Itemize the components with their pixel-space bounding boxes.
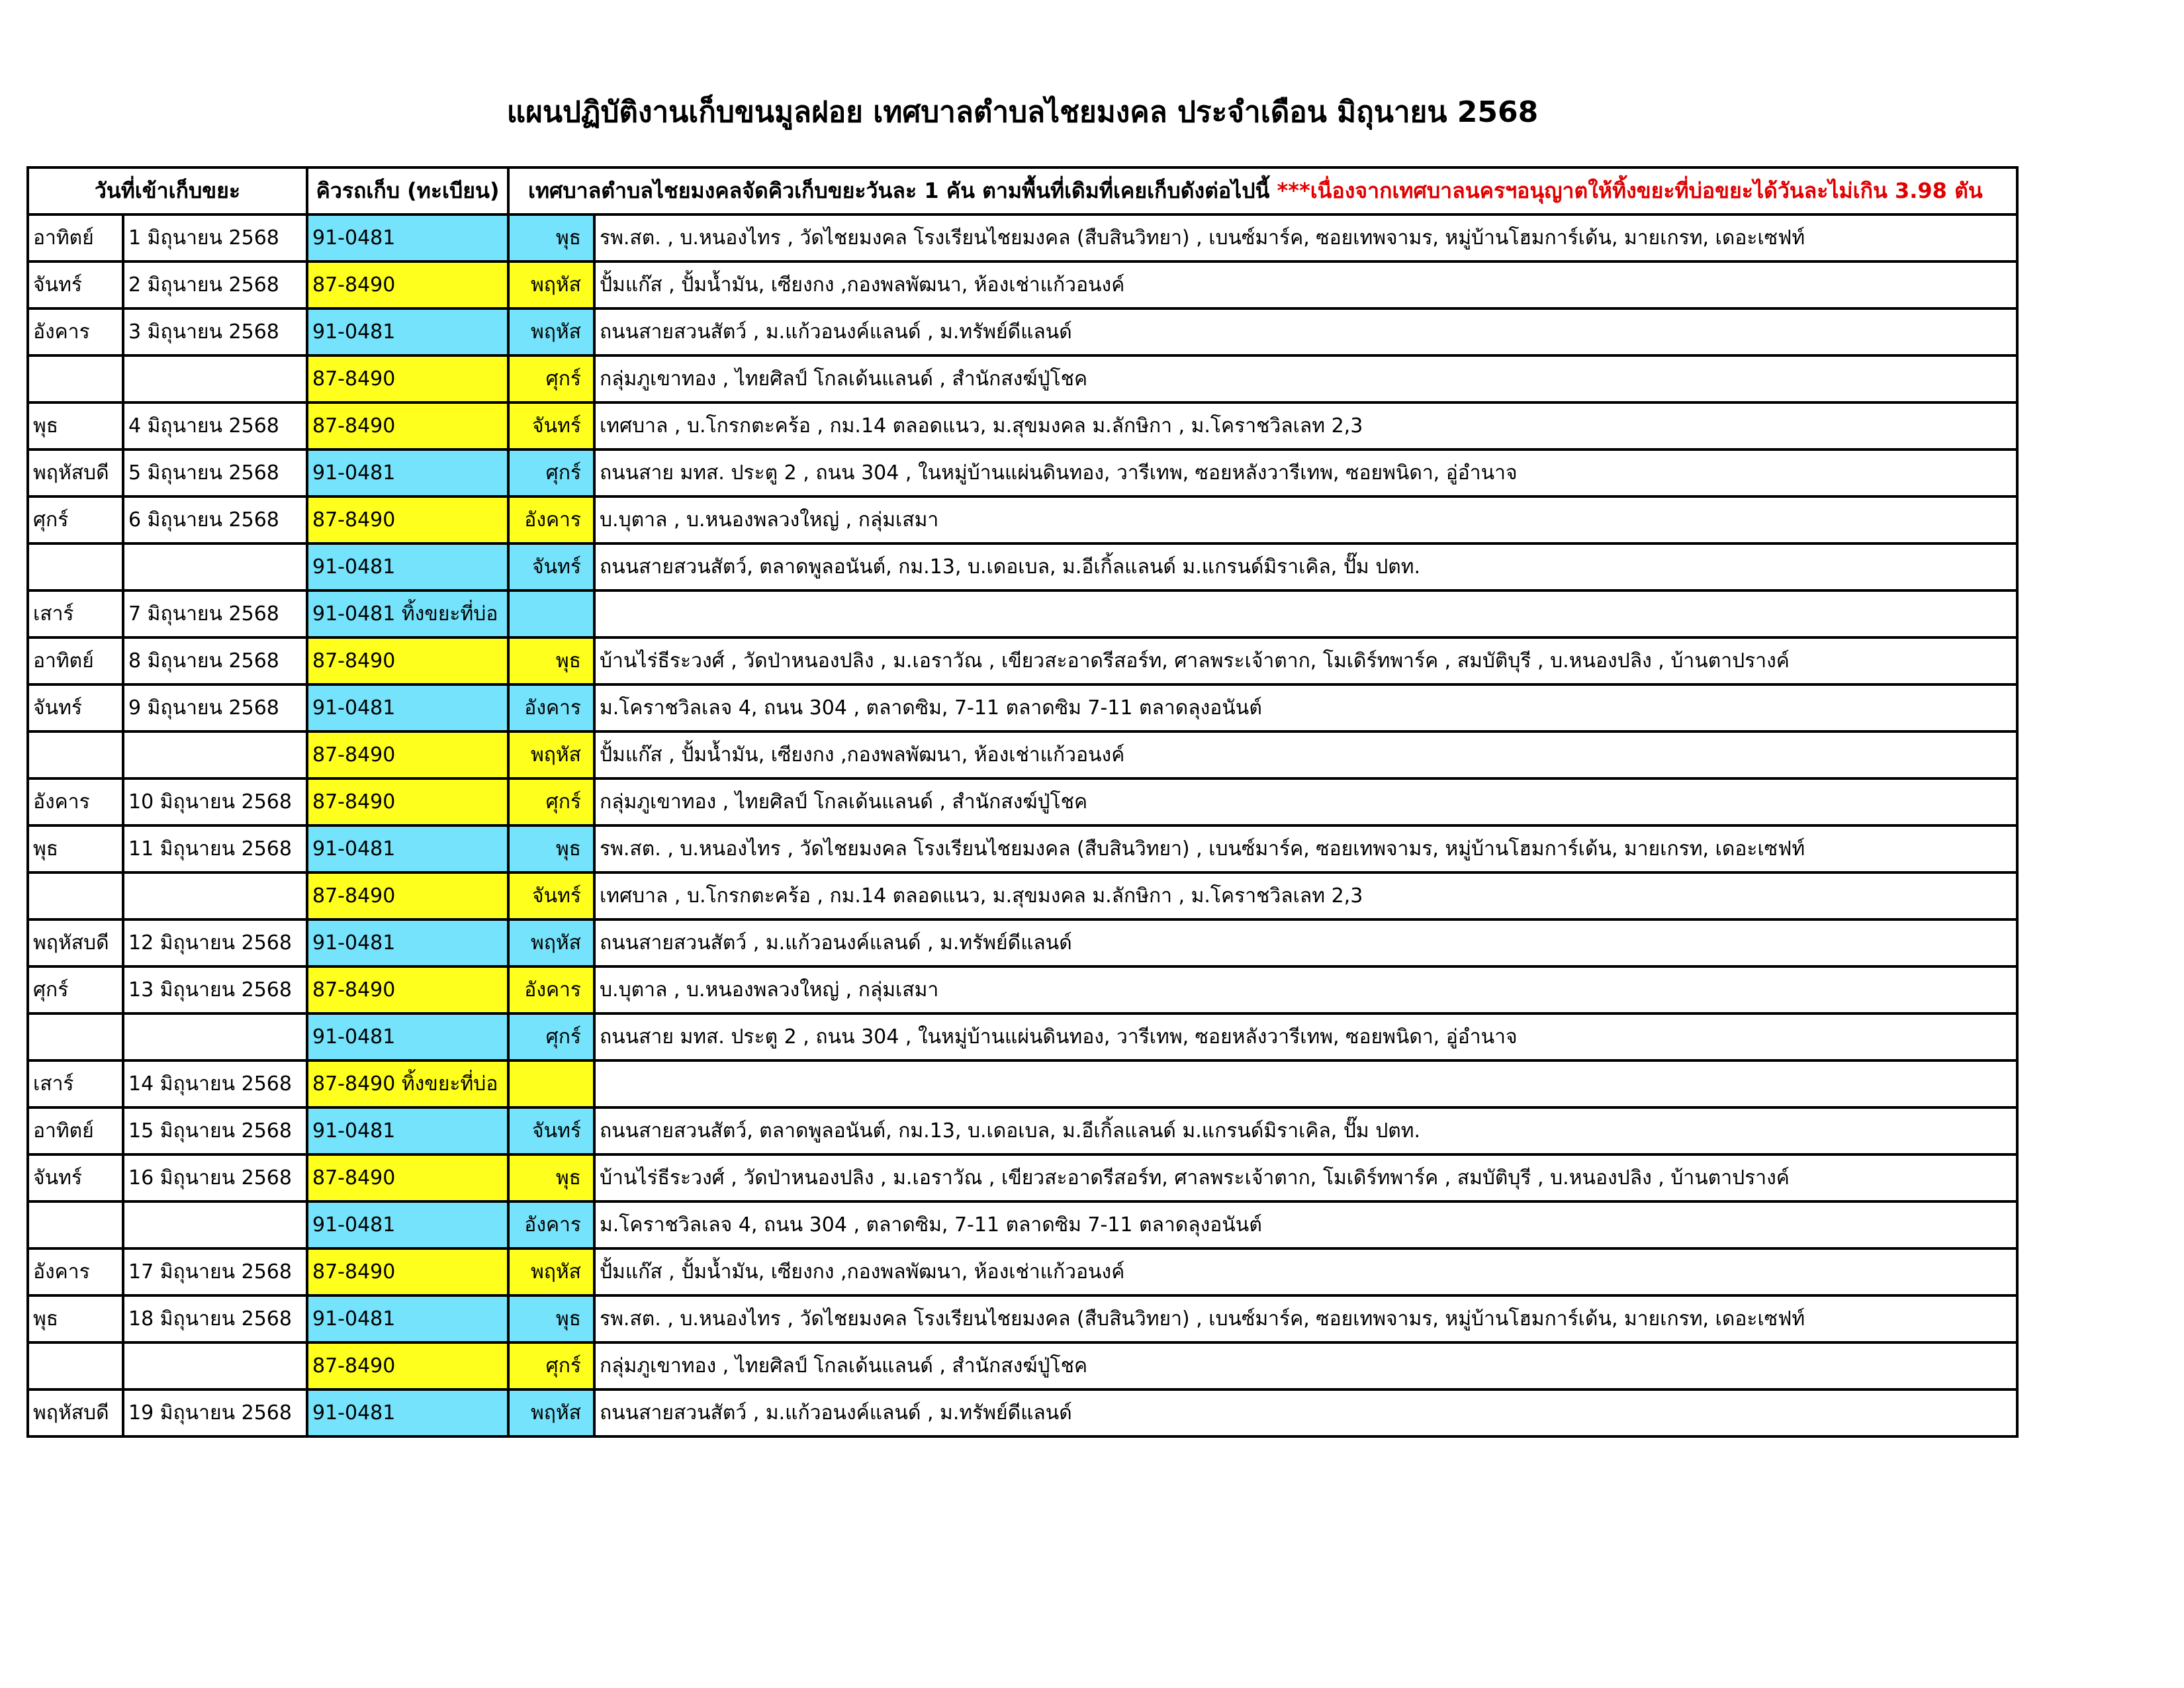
date-cell: 12 มิถุนายน 2568 [123, 919, 307, 966]
area-cell: ถนนสาย มทส. ประตู 2 , ถนน 304 , ในหมู่บ้านแผ่นดินทอง, วารีเทพ, ซอยหลังวารีเทพ, ซอยพนิดา, อู่อำนาจ [594, 1013, 2017, 1060]
area-cell: ถนนสายสวนสัตว์ , ม.แก้วอนงค์แลนด์ , ม.ทรัพย์ดีแลนด์ [594, 919, 2017, 966]
area-cell: รพ.สต. , บ.หนองไทร , วัดไชยมงคล โรงเรียนไชยมงคล (สืบสินวิทยา) , เบนซ์มาร์ค, ซอยเทพจามร, หมู่บ้านโฮมการ์เด้น, มายเกรท, เดอะเซฟท์ [594, 214, 2017, 261]
weekday-cell: เสาร์ [28, 1060, 123, 1107]
date-cell: 6 มิถุนายน 2568 [123, 496, 307, 543]
truck-cell: 87-8490 [307, 355, 508, 402]
day-cell: พุธ [508, 1295, 594, 1342]
date-cell [123, 543, 307, 590]
day-cell [508, 590, 594, 637]
table-row [28, 1342, 2017, 1389]
truck-cell: 87-8490 [307, 731, 508, 778]
truck-cell: 91-0481 [307, 308, 508, 355]
weekday-cell: อาทิตย์ [28, 637, 123, 684]
day-cell: พฤหัส [508, 1248, 594, 1295]
area-cell [594, 590, 2017, 637]
date-cell: 19 มิถุนายน 2568 [123, 1389, 307, 1436]
table-row [28, 496, 2017, 543]
truck-cell: 91-0481 [307, 1107, 508, 1154]
area-cell: บ้านไร่ธีระวงศ์ , วัดป่าหนองปลิง , ม.เอราวัณ , เขียวสะอาดรีสอร์ท, ศาลพระเจ้าตาก, โมเดิร์ทพาร์ค , สมบัติบุรี , บ.หนองปลิง , บ้านตาปรางค์ [594, 1154, 2017, 1201]
date-cell [123, 1201, 307, 1248]
date-cell: 3 มิถุนายน 2568 [123, 308, 307, 355]
date-cell: 5 มิถุนายน 2568 [123, 449, 307, 496]
schedule-table [26, 166, 2019, 1438]
weekday-cell: อังคาร [28, 778, 123, 825]
weekday-cell [28, 1342, 123, 1389]
area-cell: บ.บุตาล , บ.หนองพลวงใหญ่ , กลุ่มเสมา [594, 496, 2017, 543]
weekday-cell: อาทิตย์ [28, 1107, 123, 1154]
date-cell: 8 มิถุนายน 2568 [123, 637, 307, 684]
table-row [28, 1107, 2017, 1154]
day-cell: จันทร์ [508, 1107, 594, 1154]
area-cell: เทศบาล , บ.โกรกตะคร้อ , กม.14 ตลอดแนว, ม.สุขมงคล ม.ลักษิกา , ม.โคราชวิลเลท 2,3 [594, 872, 2017, 919]
weekday-cell: อังคาร [28, 308, 123, 355]
date-cell [123, 872, 307, 919]
date-cell: 13 มิถุนายน 2568 [123, 966, 307, 1013]
table-row [28, 1389, 2017, 1436]
area-cell: ม.โคราชวิลเลจ 4, ถนน 304 , ตลาดซิม, 7-11 ตลาดซิม 7-11 ตลาดลุงอนันต์ [594, 684, 2017, 731]
weekday-cell [28, 1013, 123, 1060]
area-cell: ม.โคราชวิลเลจ 4, ถนน 304 , ตลาดซิม, 7-11 ตลาดซิม 7-11 ตลาดลุงอนันต์ [594, 1201, 2017, 1248]
area-cell: บ.บุตาล , บ.หนองพลวงใหญ่ , กลุ่มเสมา [594, 966, 2017, 1013]
area-cell: บ้านไร่ธีระวงศ์ , วัดป่าหนองปลิง , ม.เอราวัณ , เขียวสะอาดรีสอร์ท, ศาลพระเจ้าตาก, โมเดิร์ทพาร์ค , สมบัติบุรี , บ.หนองปลิง , บ้านตาปรางค์ [594, 637, 2017, 684]
area-cell: ปั้มแก๊ส , ปั้มน้ำมัน, เซียงกง ,กองพลพัฒนา, ห้องเช่าแก้วอนงค์ [594, 731, 2017, 778]
table-row [28, 402, 2017, 449]
day-cell: พุธ [508, 637, 594, 684]
header-truck: คิวรถเก็บ (ทะเบียน) [307, 167, 508, 214]
weekday-cell: จันทร์ [28, 684, 123, 731]
date-cell [123, 1342, 307, 1389]
weekday-cell [28, 1201, 123, 1248]
day-cell: พฤหัส [508, 1389, 594, 1436]
table-row [28, 684, 2017, 731]
day-cell: ศุกร์ [508, 778, 594, 825]
date-cell: 9 มิถุนายน 2568 [123, 684, 307, 731]
truck-cell: 87-8490 [307, 1248, 508, 1295]
table-row [28, 731, 2017, 778]
date-cell: 1 มิถุนายน 2568 [123, 214, 307, 261]
day-cell: พฤหัส [508, 308, 594, 355]
weekday-cell [28, 355, 123, 402]
weekday-cell [28, 731, 123, 778]
table-header-row [28, 167, 2017, 214]
table-row [28, 449, 2017, 496]
date-cell: 15 มิถุนายน 2568 [123, 1107, 307, 1154]
truck-cell: 91-0481 [307, 1295, 508, 1342]
date-cell: 4 มิถุนายน 2568 [123, 402, 307, 449]
weekday-cell [28, 872, 123, 919]
date-cell [123, 1013, 307, 1060]
weekday-cell: จันทร์ [28, 261, 123, 308]
table-row [28, 308, 2017, 355]
truck-cell: 91-0481 [307, 1013, 508, 1060]
area-cell: รพ.สต. , บ.หนองไทร , วัดไชยมงคล โรงเรียนไชยมงคล (สืบสินวิทยา) , เบนซ์มาร์ค, ซอยเทพจามร, หมู่บ้านโฮมการ์เด้น, มายเกรท, เดอะเซฟท์ [594, 825, 2017, 872]
weekday-cell: พฤหัสบดี [28, 449, 123, 496]
day-cell: พฤหัส [508, 919, 594, 966]
truck-cell: 91-0481 [307, 919, 508, 966]
day-cell: พฤหัส [508, 261, 594, 308]
date-cell: 16 มิถุนายน 2568 [123, 1154, 307, 1201]
date-cell: 2 มิถุนายน 2568 [123, 261, 307, 308]
truck-cell: 91-0481 [307, 449, 508, 496]
table-row [28, 214, 2017, 261]
date-cell: 11 มิถุนายน 2568 [123, 825, 307, 872]
truck-cell: 87-8490 [307, 402, 508, 449]
weekday-cell: พุธ [28, 1295, 123, 1342]
date-cell [123, 731, 307, 778]
table-row [28, 1060, 2017, 1107]
day-cell: ศุกร์ [508, 449, 594, 496]
truck-cell: 87-8490 [307, 637, 508, 684]
table-row [28, 966, 2017, 1013]
weekday-cell: พุธ [28, 825, 123, 872]
schedule-table-body [28, 167, 2017, 1436]
area-cell: ถนนสายสวนสัตว์ , ม.แก้วอนงค์แลนด์ , ม.ทรัพย์ดีแลนด์ [594, 308, 2017, 355]
area-cell: ถนนสายสวนสัตว์ , ม.แก้วอนงค์แลนด์ , ม.ทรัพย์ดีแลนด์ [594, 1389, 2017, 1436]
area-cell: กลุ่มภูเขาทอง , ไทยศิลป์ โกลเด้นแลนด์ , สำนักสงฆ์ปู่โชค [594, 355, 2017, 402]
area-cell: เทศบาล , บ.โกรกตะคร้อ , กม.14 ตลอดแนว, ม.สุขมงคล ม.ลักษิกา , ม.โคราชวิลเลท 2,3 [594, 402, 2017, 449]
area-cell: ถนนสายสวนสัตว์, ตลาดพูลอนันต์, กม.13, บ.เดอเบล, ม.อีเกิ้ลแลนด์ ม.แกรนด์มิราเคิล, ปั๊ม ปตท. [594, 543, 2017, 590]
weekday-cell: ศุกร์ [28, 966, 123, 1013]
truck-cell: 91-0481 [307, 1201, 508, 1248]
day-cell [508, 1060, 594, 1107]
truck-cell: 87-8490 [307, 261, 508, 308]
weekday-cell: อาทิตย์ [28, 214, 123, 261]
truck-cell: 91-0481 ทิ้งขยะที่บ่อ [307, 590, 508, 637]
truck-cell: 87-8490 [307, 778, 508, 825]
day-cell: พุธ [508, 214, 594, 261]
weekday-cell: เสาร์ [28, 590, 123, 637]
truck-cell: 87-8490 [307, 872, 508, 919]
area-cell: รพ.สต. , บ.หนองไทร , วัดไชยมงคล โรงเรียนไชยมงคล (สืบสินวิทยา) , เบนซ์มาร์ค, ซอยเทพจามร, หมู่บ้านโฮมการ์เด้น, มายเกรท, เดอะเซฟท์ [594, 1295, 2017, 1342]
day-cell: ศุกร์ [508, 1013, 594, 1060]
day-cell: ศุกร์ [508, 1342, 594, 1389]
weekday-cell: พฤหัสบดี [28, 919, 123, 966]
area-cell [594, 1060, 2017, 1107]
header-description [508, 167, 2017, 214]
day-cell: อังคาร [508, 966, 594, 1013]
area-cell: กลุ่มภูเขาทอง , ไทยศิลป์ โกลเด้นแลนด์ , สำนักสงฆ์ปู่โชค [594, 1342, 2017, 1389]
table-row [28, 872, 2017, 919]
date-cell: 10 มิถุนายน 2568 [123, 778, 307, 825]
day-cell: อังคาร [508, 496, 594, 543]
area-cell: ถนนสายสวนสัตว์, ตลาดพูลอนันต์, กม.13, บ.เดอเบล, ม.อีเกิ้ลแลนด์ ม.แกรนด์มิราเคิล, ปั๊ม ปตท. [594, 1107, 2017, 1154]
table-row [28, 543, 2017, 590]
day-cell: อังคาร [508, 684, 594, 731]
truck-cell: 91-0481 [307, 214, 508, 261]
day-cell: อังคาร [508, 1201, 594, 1248]
table-row [28, 778, 2017, 825]
weekday-cell: จันทร์ [28, 1154, 123, 1201]
truck-cell: 91-0481 [307, 825, 508, 872]
table-row [28, 825, 2017, 872]
day-cell: จันทร์ [508, 402, 594, 449]
table-row [28, 261, 2017, 308]
truck-cell: 91-0481 [307, 1389, 508, 1436]
truck-cell: 91-0481 [307, 684, 508, 731]
header-description-note: ***เนื่องจากเทศบาลนครฯอนุญาตให้ทิ้งขยะที่บ่อขยะได้วันละไม่เกิน 3.98 ตัน [1277, 178, 1983, 203]
day-cell: พุธ [508, 1154, 594, 1201]
weekday-cell [28, 543, 123, 590]
truck-cell: 87-8490 [307, 1154, 508, 1201]
truck-cell: 87-8490 [307, 966, 508, 1013]
table-row [28, 590, 2017, 637]
date-cell: 14 มิถุนายน 2568 [123, 1060, 307, 1107]
table-row [28, 1013, 2017, 1060]
weekday-cell: พุธ [28, 402, 123, 449]
area-cell: กลุ่มภูเขาทอง , ไทยศิลป์ โกลเด้นแลนด์ , สำนักสงฆ์ปู่โชค [594, 778, 2017, 825]
day-cell: ศุกร์ [508, 355, 594, 402]
weekday-cell: พฤหัสบดี [28, 1389, 123, 1436]
area-cell: ถนนสาย มทส. ประตู 2 , ถนน 304 , ในหมู่บ้านแผ่นดินทอง, วารีเทพ, ซอยหลังวารีเทพ, ซอยพนิดา, อู่อำนาจ [594, 449, 2017, 496]
table-row [28, 355, 2017, 402]
page-title: แผนปฏิบัติงานเก็บขนมูลฝอย เทศบาลตำบลไชยมงคล ประจำเดือน มิถุนายน 2568 [506, 95, 1539, 129]
truck-cell: 87-8490 [307, 496, 508, 543]
table-row [28, 637, 2017, 684]
weekday-cell: ศุกร์ [28, 496, 123, 543]
table-row [28, 1154, 2017, 1201]
table-row [28, 1248, 2017, 1295]
weekday-cell: อังคาร [28, 1248, 123, 1295]
truck-cell: 91-0481 [307, 543, 508, 590]
header-description-main: เทศบาลตำบลไชยมงคลจัดคิวเก็บขยะวันละ 1 คัน ตามพื้นที่เดิมที่เคยเก็บดังต่อไปนี้ [528, 178, 1277, 203]
day-cell: จันทร์ [508, 543, 594, 590]
day-cell: จันทร์ [508, 872, 594, 919]
area-cell: ปั้มแก๊ส , ปั้มน้ำมัน, เซียงกง ,กองพลพัฒนา, ห้องเช่าแก้วอนงค์ [594, 1248, 2017, 1295]
area-cell: ปั้มแก๊ส , ปั้มน้ำมัน, เซียงกง ,กองพลพัฒนา, ห้องเช่าแก้วอนงค์ [594, 261, 2017, 308]
date-cell [123, 355, 307, 402]
day-cell: พุธ [508, 825, 594, 872]
header-date: วันที่เข้าเก็บขยะ [28, 167, 307, 214]
date-cell: 17 มิถุนายน 2568 [123, 1248, 307, 1295]
truck-cell: 87-8490 ทิ้งขยะที่บ่อ [307, 1060, 508, 1107]
table-row [28, 919, 2017, 966]
day-cell: พฤหัส [508, 731, 594, 778]
table-row [28, 1295, 2017, 1342]
table-row [28, 1201, 2017, 1248]
date-cell: 18 มิถุนายน 2568 [123, 1295, 307, 1342]
date-cell: 7 มิถุนายน 2568 [123, 590, 307, 637]
truck-cell: 87-8490 [307, 1342, 508, 1389]
